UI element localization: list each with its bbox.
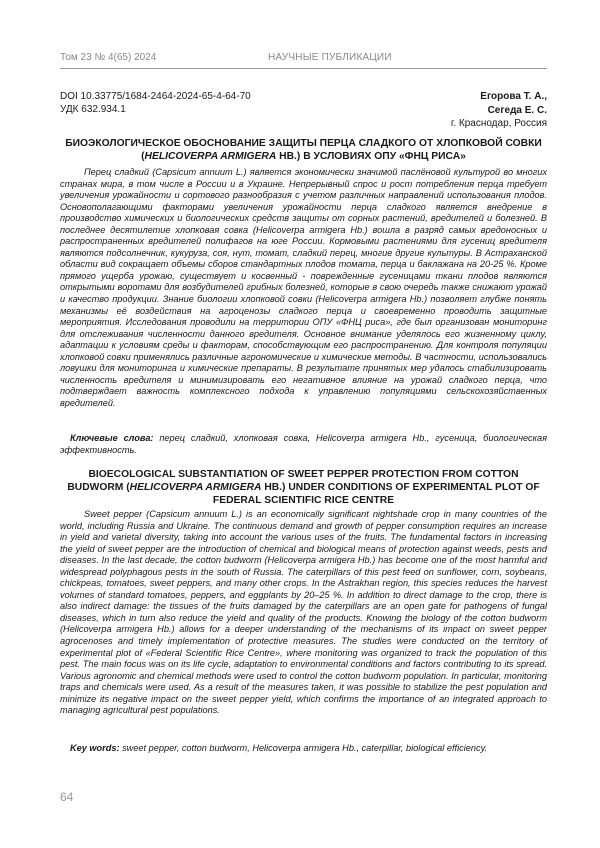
author-2: Сегеда Е. С. (487, 104, 547, 116)
udk: УДК 632.934.1 (60, 104, 126, 115)
title-ru-part-2: HB.) В УСЛОВИЯХ ОПУ «ФНЦ РИСА» (276, 151, 466, 162)
title-ru-species: HELICOVERPA ARMIGERA (144, 151, 277, 162)
keywords-en-label: Key words: (70, 743, 120, 753)
page-number: 64 (60, 790, 74, 804)
section-title: НАУЧНЫЕ ПУБЛИКАЦИИ (268, 52, 392, 63)
keywords-en-text: sweet pepper, cotton budworm, Helicoverpa armigera Hb., caterpillar, biological efficiency. (119, 743, 488, 753)
journal-issue: Том 23 № 4(65) 2024 (60, 52, 157, 63)
title-ru-part-1: БИОЭКОЛОГИЧЕСКОЕ ОБОСНОВАНИЕ ЗАЩИТЫ ПЕРЦА СЛАДКОГО ОТ ХЛОПКОВОЙ СОВКИ ( (65, 138, 542, 162)
header-divider (60, 68, 547, 69)
title-en (60, 468, 547, 507)
keywords-ru-label: Ключевые слова: (70, 433, 154, 443)
title-ru (60, 137, 547, 163)
doi: DOI 10.33775/1684-2464-2024-65-4-64-70 (60, 91, 251, 102)
author-location: г. Краснодар, Россия (450, 118, 547, 129)
title-en-species: HELICOVERPA ARMIGERA (129, 482, 262, 493)
author-1: Егорова Т. А., (480, 91, 547, 102)
keywords-ru (60, 433, 547, 456)
title-en-part-1: BIOECOLOGICAL SUBSTANTIATION OF SWEET PEPPER PROTECTION FROM COTTON BUDWORM ( (67, 469, 519, 493)
keywords-ru-text: перец сладкий, хлопковая совка, Helicoverpa armigera Hb., гусеница, биологическая эффективность. (60, 433, 547, 455)
abstract-ru: Перец сладкий (Capsicum annuum L.) является экономически значимой паслёновой культурой во многих странах мира, в том числе в России и в Украине. Непрерывный спрос и рост потребления перца требует увеличения урожайности и сортового разнообразия с учетом различных направлений использования плодов. Основополагающими факторами увеличения урожайности перца сладкого является внедрение в производство химических и биологических средств защиты от сорных растений, вредителей и болезней. В последнее десятилетие хлопковая совка (Helicoverpa armigera Hb.) вошла в разряд самых вредоносных и распространенных вредителей полифагов на юге России. Кормовыми растениями для гусениц вредителя являются подсолнечник, кукуруза, соя, нут, томат, сладкий перец, многие другие культуры. В Астраханской области вид сокращает объемы сборов стандартных плодов томата, перца и баклажана на 20-25 %. Кроме прямого ущерба урожаю, существует и косвенный - поврежденные гусеницами ткани плодов являются открытыми воротами для возбудителей грибных болезней, которые в свою очередь также снижают урожай и качество продукции. Знание биологии хлопковой совки (Helicoverpa armigera Hb.) позволяет глубже понять механизмы её воздействия на агроценозы сладкого перца и своевременно проводить защитные мероприятия. Исследования проводили на территории ОПУ «ФНЦ риса», где был организован мониторинг для отслеживания численности данного вредителя. Основное внимание уделялось его жизненному циклу, адаптации к условиям среды и факторам, способствующим его распространению. Для контроля популяции хлопковой совки применялись различные агрономические и химические методы. В частности, использовались ловушки для мониторинга и химические препараты. В результате принятых мер удалось стабилизировать численность вредителя и минимизировать его негативное влияние на урожай сладкого перца, что подтверждает важность комплексного подхода к управлению популяциями сельскохозяйственных вредителей. (60, 167, 547, 408)
authors-block (451, 90, 547, 131)
article-meta (60, 90, 251, 116)
keywords-en (60, 743, 547, 755)
abstract-en: Sweet pepper (Capsicum annuum L.) is an economically significant nightshade crop in many countries of the world, including Russia and Ukraine. The continuous demand and growth of pepper consumption requires an increase in yield and varietal diversity, taking into account the various uses of the fruits. The fundamental factors in increasing the yield of sweet pepper are the introduction of chemical and biological means of protection against weeds, pests and diseases. In the last decade, the cotton budworm (Helicoverpa armigera Hb.) has become one of the most harmful and widespread polyphagous pests in the south of Russia. The caterpillars of this pest feed on sunflower, corn, soybeans, chickpeas, tomatoes, sweet peppers, and many other crops. In the Astrakhan region, this species reduces the harvest volumes of standard tomatoes, peppers, and eggplants by 20–25 %. In addition to direct damage to the crop, there is also indirect damage: the tissues of the fruits damaged by the caterpillars are an open gate for pathogens of fungal diseases, which in turn also reduce the yield and quality of the products. Knowing the biology of the cotton budworm (Helicoverpa armigera Hb.) allows for a deeper understanding of the mechanisms of its impact on sweet pepper agrocenoses and timely implementation of protective measures. The studies were conducted on the territory of experimental plot of «Federal Scientific Rice Centre», where monitoring was organized to track the population of this pest. The main focus was on its life cycle, adaptation to environmental conditions and factors contributing to its spread. Various agronomic and chemical methods were used to control the cotton budworm population. In particular, monitoring traps and chemicals were used. As a result of the measures taken, it was possible to stabilize the pest population and minimize its negative impact on the sweet pepper yield, which confirms the importance of an integrated approach to managing agricultural pest populations. (60, 509, 547, 716)
title-en-part-2: HB.) UNDER CONDITIONS OF EXPERIMENTAL PLOT OF FEDERAL SCIENTIFIC RICE CENTRE (212, 482, 540, 506)
